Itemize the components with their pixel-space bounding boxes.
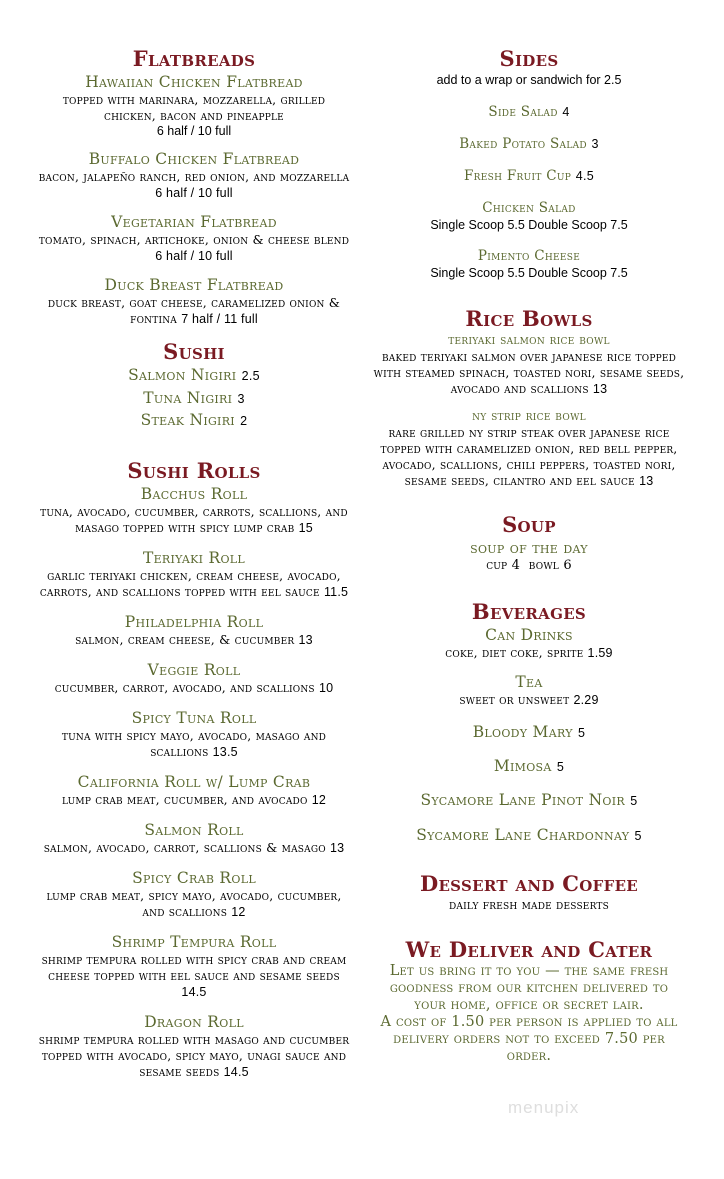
item-price: 6 half / 10 full bbox=[156, 124, 232, 138]
item-desc: sweet or unsweet bbox=[459, 692, 570, 707]
item-desc: bacon, jalapeño ranch, red onion, and mozzarella bbox=[38, 169, 350, 184]
item-desc: baked teriyaki salmon over japanese rice topped with steamed spinach, toasted nori, sesame seeds, avocado and scallions bbox=[373, 349, 685, 396]
item-name: Fresh Fruit Cup bbox=[464, 168, 572, 184]
item-price: 13 bbox=[330, 840, 345, 855]
menu-item-teriyaki-roll bbox=[38, 548, 350, 600]
item-desc: salmon, cream cheese, & cucumber bbox=[75, 631, 295, 647]
menu-item-fresh-fruit-cup bbox=[372, 168, 686, 185]
item-price: 5 bbox=[634, 829, 642, 843]
menu-item-pimento-cheese bbox=[372, 248, 686, 281]
item-desc: tuna, avocado, cucumber, carrots, scallions, and masago topped with spicy lump crab bbox=[40, 503, 348, 535]
item-desc: shrimp tempura rolled with spicy crab and cream cheese topped with eel sauce and sesame seeds bbox=[41, 951, 347, 983]
item-name: Mimosa bbox=[493, 757, 552, 775]
item-price: 2.29 bbox=[573, 693, 599, 707]
menu-item-california bbox=[38, 772, 350, 808]
right-column bbox=[372, 46, 686, 1065]
item-name: Chicken Salad bbox=[482, 200, 576, 216]
section-title-flatbreads: Flatbreads bbox=[132, 46, 256, 71]
item-name: Hawaiian Chicken Flatbread bbox=[85, 73, 303, 91]
item-price: 6 half / 10 full bbox=[155, 186, 233, 200]
menu-item-baked-potato-salad bbox=[372, 136, 686, 153]
item-price: Single Scoop 5.5 Double Scoop 7.5 bbox=[430, 266, 628, 280]
menu-item-bloody-mary bbox=[372, 722, 686, 743]
item-name: Side Salad bbox=[488, 104, 558, 120]
section-title-sushi: Sushi bbox=[163, 339, 225, 364]
item-name: Dragon Roll bbox=[144, 1012, 244, 1031]
menu-item-dragon bbox=[38, 1012, 350, 1080]
item-price: 4.5 bbox=[575, 169, 594, 183]
menu-item-side-salad bbox=[372, 104, 686, 121]
item-price: 4 bbox=[562, 105, 570, 119]
item-price: 13.5 bbox=[212, 744, 238, 759]
item-name: Duck Breast Flatbread bbox=[104, 276, 284, 294]
item-name: Sycamore Lane Pinot Noir bbox=[420, 791, 625, 809]
section-title-rice-bowls: Rice Bowls bbox=[465, 306, 593, 331]
item-name: California Roll w/ Lump Crab bbox=[77, 772, 311, 791]
item-name: ny strip rice bowl bbox=[472, 408, 586, 424]
menu-item-bacchus bbox=[38, 484, 350, 536]
menu-item-hawaiian bbox=[38, 72, 350, 138]
item-price: 13 bbox=[592, 382, 608, 396]
item-name: Tea bbox=[515, 673, 543, 691]
item-price: 12 bbox=[231, 904, 246, 919]
menu-item-duck bbox=[38, 275, 350, 327]
menu-item-shrimp-tempura bbox=[38, 932, 350, 1000]
item-desc: coke, diet coke, sprite bbox=[445, 645, 584, 660]
item-price: 15 bbox=[298, 520, 313, 535]
menu-item-philadelphia bbox=[38, 612, 350, 648]
menu-item-ny-strip-bowl bbox=[372, 408, 686, 489]
item-desc: shrimp tempura rolled with masago and cucumber topped with avocado, spicy mayo, unagi sauce and sesame seeds bbox=[38, 1031, 350, 1079]
item-desc: topped with marinara, mozzarella, grilled chicken, bacon and pineapple bbox=[62, 92, 326, 123]
item-price: 7 half / 11 full bbox=[181, 312, 258, 326]
item-name: Pimento Cheese bbox=[477, 248, 581, 264]
item-name: Can Drinks bbox=[485, 626, 573, 644]
item-desc: lump crab meat, spicy mayo, avocado, cucumber, and scallions bbox=[46, 887, 342, 919]
menu-item-tea bbox=[372, 672, 686, 708]
item-name: teriyaki salmon rice bowl bbox=[448, 332, 610, 348]
menu-item-pinot-noir bbox=[372, 790, 686, 811]
item-price: 3 bbox=[591, 137, 599, 151]
menu-item-spicy-tuna bbox=[38, 708, 350, 760]
item-name: Bacchus Roll bbox=[140, 484, 248, 503]
item-price: 3 bbox=[237, 391, 245, 406]
menu-item-buffalo bbox=[38, 149, 350, 201]
item-name: Salmon Nigiri bbox=[128, 366, 237, 384]
item-name: Veggie Roll bbox=[147, 660, 241, 679]
menu-item-chicken-salad bbox=[372, 200, 686, 233]
item-price: 5 bbox=[630, 794, 638, 808]
item-price: 13 bbox=[298, 632, 313, 647]
item-desc: lump crab meat, cucumber, and avocado bbox=[61, 791, 308, 807]
item-desc: cucumber, carrot, avocado, and scallions bbox=[54, 679, 315, 695]
item-price: 10 bbox=[318, 680, 334, 695]
section-title-sides: Sides bbox=[499, 46, 559, 71]
item-desc: rare grilled ny strip steak over japanese rice topped with caramelized onion, red bell pepper, avocado, scallions, chili peppers, toasted nori, sesame seeds, cilantro and eel sauce bbox=[380, 425, 678, 488]
item-price: 6 half / 10 full bbox=[155, 249, 233, 263]
item-name: Spicy Crab Roll bbox=[132, 868, 256, 887]
item-name: Teriyaki Roll bbox=[142, 548, 246, 567]
menu-item-can-drinks bbox=[372, 625, 686, 661]
item-desc: garlic teriyaki chicken, cream cheese, avocado, carrots, and scallions topped with eel sauce bbox=[39, 567, 341, 599]
item-name: Buffalo Chicken Flatbread bbox=[88, 150, 300, 168]
soup-prices bbox=[372, 558, 686, 574]
item-desc: duck breast, goat cheese, caramelized onion & fontina bbox=[47, 295, 341, 326]
section-title-soup: Soup bbox=[502, 512, 556, 537]
item-price: 11.5 bbox=[323, 584, 349, 599]
section-title-sushi-rolls: Sushi Rolls bbox=[127, 457, 261, 483]
soup-cup-price: cup 4 bbox=[486, 558, 521, 573]
sides-subtitle: add to a wrap or sandwich for 2.5 bbox=[436, 73, 622, 87]
dessert-desc: daily fresh made desserts bbox=[449, 897, 609, 912]
item-price: 2 bbox=[240, 414, 248, 428]
item-desc: salmon, avocado, carrot, scallions & masago bbox=[43, 839, 326, 855]
item-price: 14.5 bbox=[223, 1064, 249, 1079]
item-name: Shrimp Tempura Roll bbox=[111, 932, 277, 951]
item-name: Philadelphia Roll bbox=[124, 612, 264, 631]
delivery-fee-text: A cost of 1.50 per person is applied to all delivery orders not to exceed 7.50 per order. bbox=[380, 1014, 678, 1064]
menu-item-tuna-nigiri bbox=[38, 388, 350, 411]
item-price: 5 bbox=[578, 726, 586, 740]
item-name: Steak Nigiri bbox=[140, 411, 235, 429]
item-desc: tuna with spicy mayo, avocado, masago and scallions bbox=[61, 727, 327, 759]
item-price: 1.59 bbox=[587, 646, 613, 660]
menu-item-salmon-nigiri bbox=[38, 365, 350, 388]
item-name: Sycamore Lane Chardonnay bbox=[416, 826, 630, 844]
soup-bowl-price: bowl 6 bbox=[528, 558, 572, 573]
menu-item-mimosa bbox=[372, 756, 686, 777]
item-price: 14.5 bbox=[181, 984, 207, 999]
menu-item-soup-of-the-day: soup of the day bbox=[470, 539, 588, 557]
item-name: Bloody Mary bbox=[472, 723, 573, 741]
watermark: menupix bbox=[508, 1098, 580, 1117]
menu-item-veggie bbox=[38, 660, 350, 696]
item-name: Spicy Tuna Roll bbox=[131, 708, 257, 727]
delivery-text: Let us bring it to you — the same fresh goodness from our kitchen delivered to your home, office or secret lair. bbox=[389, 963, 669, 1013]
menu-item-chardonnay bbox=[372, 825, 686, 846]
item-price: Single Scoop 5.5 Double Scoop 7.5 bbox=[430, 218, 628, 232]
item-desc: tomato, spinach, artichoke, onion & cheese blend bbox=[38, 232, 350, 247]
menu-item-vegetarian bbox=[38, 212, 350, 264]
menu-item-teriyaki-salmon-bowl bbox=[372, 332, 686, 397]
menu-item-steak-nigiri bbox=[38, 410, 350, 433]
item-price: 12 bbox=[311, 792, 327, 807]
item-name: Vegetarian Flatbread bbox=[111, 213, 277, 231]
section-title-deliver: We Deliver and Cater bbox=[405, 937, 653, 962]
menu-item-spicy-crab bbox=[38, 868, 350, 920]
item-price: 5 bbox=[556, 760, 565, 774]
item-price: 13 bbox=[639, 474, 654, 488]
section-title-dessert: Dessert and Coffee bbox=[419, 871, 639, 896]
section-title-beverages: Beverages bbox=[471, 599, 587, 624]
item-name: Salmon Roll bbox=[144, 820, 244, 839]
item-name: Tuna Nigiri bbox=[143, 388, 233, 407]
menu-item-salmon-roll bbox=[38, 820, 350, 856]
left-column bbox=[38, 46, 350, 1080]
item-price: 2.5 bbox=[241, 369, 260, 383]
item-name: Baked Potato Salad bbox=[459, 136, 587, 152]
